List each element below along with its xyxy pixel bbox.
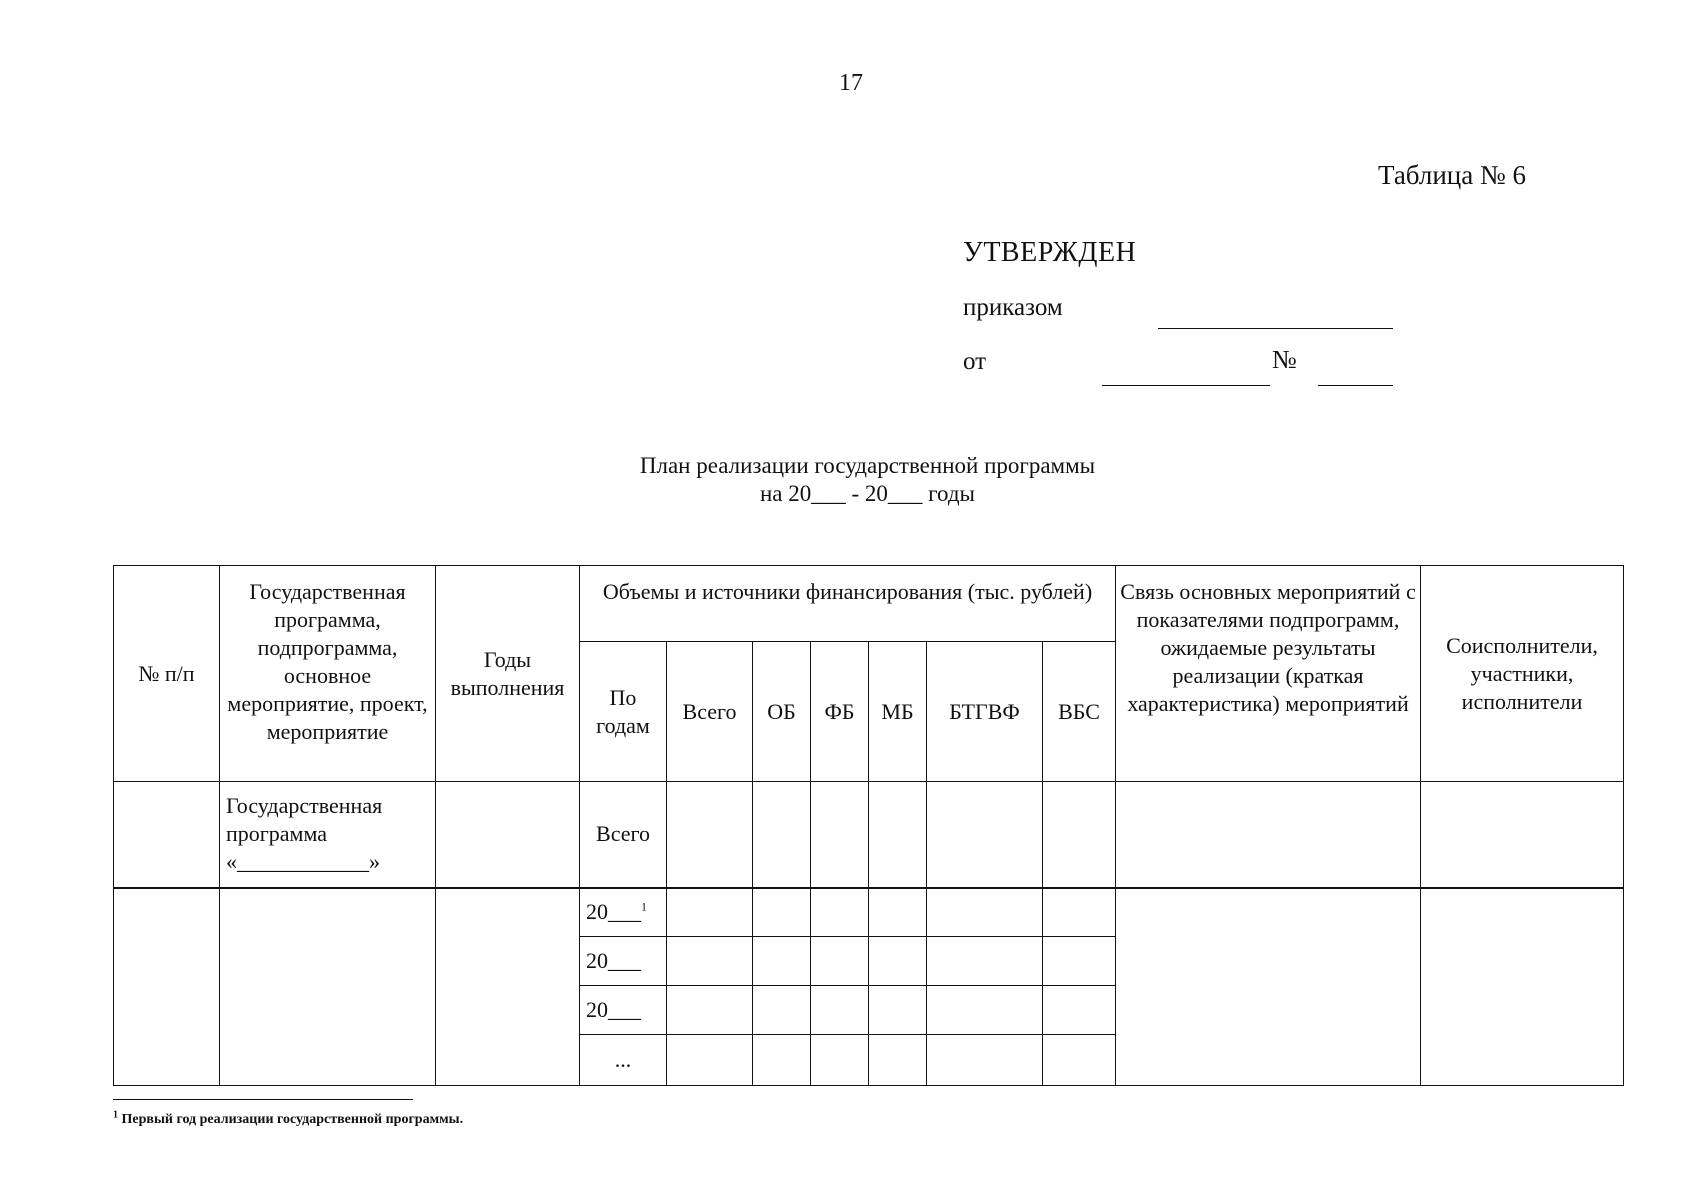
year-cell: [580, 888, 667, 937]
header-ob: ОБ: [753, 642, 811, 782]
cell-empty: [811, 888, 869, 937]
table-label: Таблица № 6: [1378, 160, 1526, 190]
program-row: [114, 782, 1624, 888]
cell-empty: [114, 888, 220, 1086]
approved-heading: УТВЕРЖДЕН: [963, 237, 1137, 268]
header-link: Связь основных мероприятий с показателями подпрограмм, ожидаемые результаты реализации (краткая характеристика) мероприятий: [1116, 566, 1421, 782]
footnote-separator: [113, 1099, 413, 1100]
from-label: от: [963, 348, 987, 375]
header-fb: ФБ: [811, 642, 869, 782]
cell-empty: [1043, 1035, 1116, 1086]
cell-empty: [753, 888, 811, 937]
program-name-cell: Государственная программа «____________»: [220, 782, 436, 888]
header-vbs: ВБС: [1043, 642, 1116, 782]
program-period-cell: Всего: [580, 782, 667, 888]
header-mb: МБ: [869, 642, 927, 782]
cell-empty: [1043, 888, 1116, 937]
year-label: 20___: [586, 899, 641, 925]
footnote-text: Первый год реализации государственной программы.: [121, 1112, 464, 1127]
cell-empty: [927, 888, 1043, 937]
cell-empty: [436, 888, 580, 1086]
order-number-line: [1318, 385, 1393, 386]
cell-empty: [869, 888, 927, 937]
cell-empty: [927, 1035, 1043, 1086]
footnote-number: 1: [113, 1109, 118, 1121]
cell-empty: [869, 1035, 927, 1086]
plan-title-line-2: на 20___ - 20___ годы: [759, 481, 976, 506]
number-sign: №: [1272, 345, 1297, 374]
year-row: [114, 888, 1624, 937]
cell-empty: [1043, 937, 1116, 986]
cell-empty: [811, 986, 869, 1035]
header-program: Государственная программа, подпрограмма, основное мероприятие, проект, мероприятие: [220, 566, 436, 782]
header-row-1: [114, 566, 1624, 642]
footnote-mark: 1: [641, 899, 647, 914]
year-cell: ...: [580, 1035, 667, 1086]
header-btgvf: БТГВФ: [927, 642, 1043, 782]
cell-empty: [927, 986, 1043, 1035]
cell-empty: [667, 782, 753, 888]
footnote: [113, 1109, 464, 1128]
cell-empty: [1116, 888, 1421, 1086]
header-number: № п/п: [114, 566, 220, 782]
header-by-years: По годам: [580, 642, 667, 782]
cell-empty: [220, 888, 436, 1086]
cell-empty: [436, 782, 580, 888]
cell-empty: [869, 937, 927, 986]
cell-empty: [1043, 782, 1116, 888]
cell-empty: [667, 986, 753, 1035]
year-cell: 20___: [580, 986, 667, 1035]
header-executors: Соисполнители, участники, исполнители: [1421, 566, 1624, 782]
cell-empty: [667, 888, 753, 937]
header-years: Годы выполнения: [436, 566, 580, 782]
cell-empty: [1043, 986, 1116, 1035]
cell-empty: [927, 782, 1043, 888]
header-funding: Объемы и источники финансирования (тыс. рублей): [580, 566, 1116, 642]
cell-empty: [811, 782, 869, 888]
cell-empty: [1421, 888, 1624, 1086]
cell-empty: [927, 937, 1043, 986]
cell-empty: [869, 782, 927, 888]
plan-title: [0, 452, 1702, 508]
cell-empty: [753, 986, 811, 1035]
implementation-plan-table: [113, 565, 1624, 1086]
plan-title-line-1: План реализации государственной программы: [639, 453, 1096, 478]
year-cell: 20___: [580, 937, 667, 986]
page-number: 17: [839, 70, 863, 96]
date-line: [1102, 385, 1270, 386]
cell-empty: [667, 1035, 753, 1086]
cell-empty: [753, 782, 811, 888]
cell-empty: [114, 782, 220, 888]
cell-empty: [667, 937, 753, 986]
order-line: [1158, 328, 1393, 329]
cell-empty: [753, 1035, 811, 1086]
cell-empty: [869, 986, 927, 1035]
cell-empty: [1116, 782, 1421, 888]
header-total: Всего: [667, 642, 753, 782]
cell-empty: [811, 937, 869, 986]
cell-empty: [811, 1035, 869, 1086]
cell-empty: [753, 937, 811, 986]
cell-empty: [1421, 782, 1624, 888]
order-label: приказом: [963, 294, 1063, 321]
